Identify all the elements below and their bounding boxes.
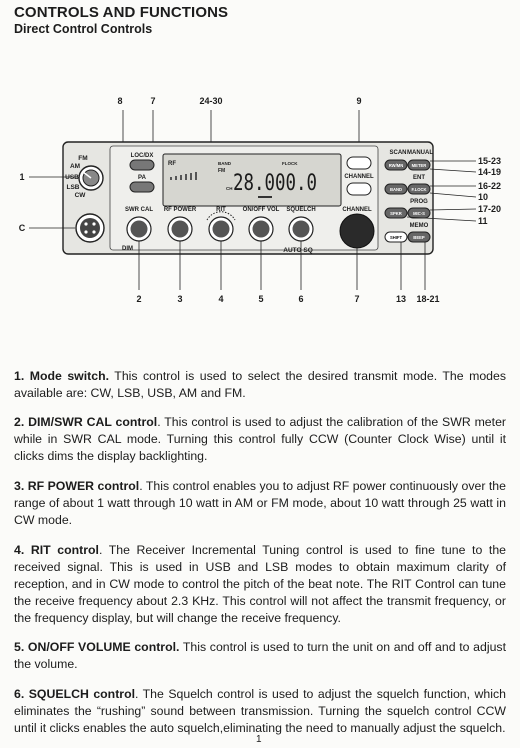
on-off-vol-label: ON/OFF VOL [242, 207, 280, 213]
channel-down-button[interactable] [347, 183, 371, 195]
lcd-frequency: 28.000.0 [233, 171, 317, 196]
callout-24-30: 24-30 [199, 96, 223, 106]
memo-label: MEMO [409, 223, 429, 229]
section-body: This control is used to select the desired transmit mode. The modes available are: CW, LSB, USB, AM and FM. [14, 369, 506, 400]
section-title: 2. DIM/SWR CAL control [14, 415, 158, 429]
section-on-off-volume [14, 639, 506, 673]
auto-sq-label: AUTO SQ [283, 247, 313, 254]
pa-label: PA [138, 175, 146, 181]
callout-5: 5 [258, 294, 264, 304]
shift-button-label: SHIFT [389, 235, 403, 240]
dim-label: DIM [122, 246, 133, 252]
section-body: . The Squelch control is used to adjust the squelch function, which eliminates the “rushing” sound between transmission. Turning the squelch control CCW until it clicks enables the auto squelch,eliminating the need to manually adjust the squelch. [14, 687, 506, 735]
callout-4: 4 [218, 294, 224, 304]
callout-15-23: 15-23 [478, 156, 502, 166]
swr-cal-label: SWR CAL [125, 207, 153, 213]
callout-8: 8 [117, 96, 123, 106]
rit-label: RIT [216, 207, 226, 213]
callout-1: 1 [19, 172, 25, 182]
lcd-band-label: BAND [218, 161, 231, 166]
section-rit [14, 542, 506, 627]
callout-11: 11 [478, 216, 488, 226]
mode-label-usb: USB [65, 174, 79, 181]
callout-16-22: 16-22 [478, 181, 502, 191]
callout-7-top: 7 [150, 96, 156, 106]
section-title: 3. RF POWER control [14, 479, 140, 493]
channel-knob[interactable] [340, 214, 374, 248]
section-body: . The Receiver Incremental Tuning control is used to fine tune to the received signal. This is used in USB and LSB modes to obtain maximum clarity of reception, and in CW mode to control the pitch of the beat note. The RIT Control can tune the receive frequency about 2.3 KHz. This control will not affect the transmit frequency, or the frequency display, but will change the receive frequency. [14, 543, 506, 625]
section-title: 5. ON/OFF VOLUME control. [14, 640, 180, 654]
section-dim-swr-cal [14, 414, 506, 465]
dim-swr-cal-knob[interactable] [127, 217, 151, 241]
locdx-label: LOC/DX [130, 153, 154, 159]
section-body: . This control is used to adjust the calibration of the SWR meter while in SWR CAL mode. Turning this control fully CCW (Counter Clock Wise) until it clicks dims the display backlighting. [14, 415, 506, 463]
callout-18-21: 18-21 [416, 294, 440, 304]
mic-connector [76, 214, 104, 242]
band-button-label: BAND [389, 187, 403, 192]
section-title: 4. RIT control [14, 543, 99, 557]
callout-3: 3 [177, 294, 183, 304]
channel-up-button[interactable] [347, 157, 371, 169]
page-subtitle: Direct Control Controls [14, 22, 153, 36]
scan-label: SCAN [389, 150, 407, 156]
callout-7-bottom: 7 [354, 294, 360, 304]
callout-13: 13 [395, 294, 407, 304]
manual-label: MANUAL [407, 150, 433, 156]
prog-label: PROG [410, 199, 428, 205]
section-body: . This control enables you to adjust RF power continuously over the range of about 1 watt through 10 watt in AM or FM mode, about 10 watt through 25 watt in CW mode. [14, 479, 506, 527]
callout-10: 10 [478, 192, 489, 202]
ent-label: ENT [413, 175, 425, 181]
mic-s-button-label: MIC-S [413, 211, 425, 216]
callout-17-20: 17-20 [478, 204, 502, 214]
section-title: 6. SQUELCH control [14, 687, 135, 701]
rf-power-label: RF POWER [163, 207, 197, 213]
pa-button[interactable] [130, 182, 154, 192]
mode-label-cw: CW [74, 192, 86, 199]
lcd-mode-label: FM [218, 168, 226, 174]
mode-label-fm: FM [78, 155, 88, 162]
callout-c: C [18, 223, 26, 233]
radio-front-panel-diagram [0, 80, 520, 310]
beep-button-label: BEEP [413, 235, 425, 240]
rw-mn-button-label: RW/MN [388, 163, 404, 168]
rf-power-knob[interactable] [168, 217, 192, 241]
callout-6: 6 [298, 294, 304, 304]
squelch-label: SQUELCH [286, 207, 316, 213]
squelch-knob[interactable] [289, 217, 313, 241]
lcd-rf-label: RF [168, 161, 176, 167]
lcd-ch-label: CH [226, 186, 233, 191]
meter-button-label: METER [411, 163, 427, 168]
page-title: CONTROLS AND FUNCTIONS [14, 4, 229, 21]
f-lock-button-label: F.LOCK [411, 187, 427, 192]
on-off-volume-knob[interactable] [249, 217, 273, 241]
section-body: This control is used to turn the unit on and off and to adjust the volume. [14, 640, 506, 671]
callout-2: 2 [136, 294, 142, 304]
channel-knob-label: CHANNEL [342, 207, 372, 213]
mode-label-am: AM [69, 163, 81, 170]
callout-9: 9 [356, 96, 362, 106]
spkr-button-label: SPKR [390, 211, 402, 216]
mode-label-lsb: LSB [66, 184, 80, 191]
channel-button-label: CHANNEL [344, 174, 374, 180]
locdx-button[interactable] [130, 160, 154, 170]
lcd-flock-label: FLOCK [282, 161, 298, 166]
section-mode-switch [14, 368, 506, 402]
mode-switch[interactable] [79, 166, 103, 190]
page-number: 1 [256, 734, 262, 745]
section-rf-power [14, 478, 506, 529]
section-squelch [14, 686, 506, 737]
callout-14-19: 14-19 [478, 167, 502, 177]
section-title: 1. Mode switch. [14, 369, 110, 383]
